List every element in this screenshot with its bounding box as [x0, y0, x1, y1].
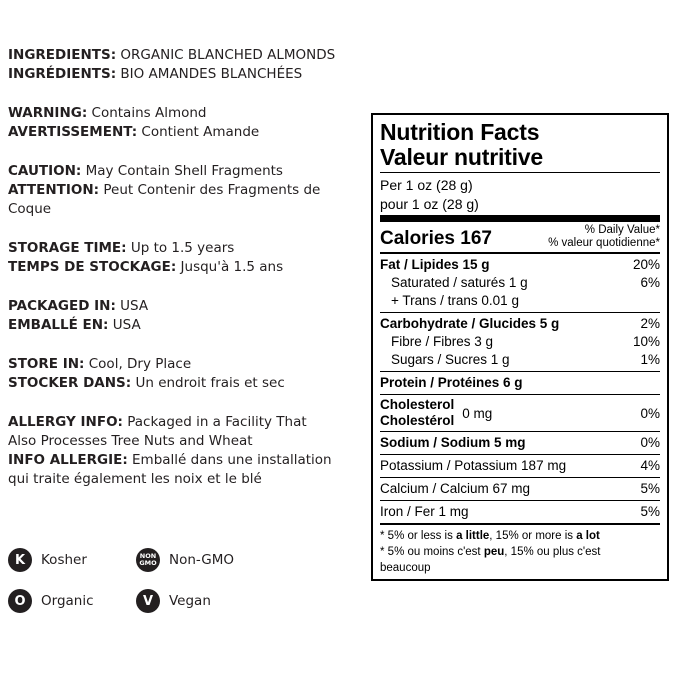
footnote-fr-mid: , 15% ou plus c'est	[504, 546, 601, 558]
info-label: INGREDIENTS:	[8, 47, 117, 63]
footnote-fr-cont: beaucoup	[380, 562, 431, 574]
packaged-in-block	[8, 297, 364, 335]
info-line	[8, 413, 364, 432]
info-text: Contains Almond	[87, 105, 207, 121]
nutrient-row-fat	[380, 256, 660, 274]
badge-row	[8, 589, 358, 613]
divider	[380, 312, 660, 313]
info-label: ALLERGY INFO:	[8, 414, 123, 430]
info-text: Also Processes Tree Nuts and Wheat	[8, 433, 253, 449]
info-text: qui traite également les noix et le blé	[8, 471, 262, 487]
nutrient-dv: 0%	[640, 435, 660, 450]
divider	[380, 252, 660, 254]
info-line	[8, 239, 364, 258]
footnote-en-pre: * 5% or less is	[380, 530, 457, 542]
nutrient-name: Calcium / Calcium 67 mg	[380, 481, 531, 496]
cholesterol-name-fr: Cholestérol	[380, 413, 455, 428]
info-line	[8, 432, 364, 451]
info-text: ORGANIC BLANCHED ALMONDS	[116, 47, 336, 63]
nutrient-row-saturated	[380, 274, 660, 292]
badge-label: Vegan	[169, 593, 211, 609]
nutrient-name: Iron / Fer 1 mg	[380, 504, 469, 519]
organic-icon: O	[8, 589, 32, 613]
footnote-fr-pre: * 5% ou moins c'est	[380, 546, 484, 558]
info-text: Emballé dans une installation	[127, 452, 332, 468]
nutrient-row-iron	[380, 503, 660, 521]
info-line	[8, 470, 364, 489]
divider	[380, 500, 660, 501]
info-label: CAUTION:	[8, 163, 82, 179]
footnote-en-mid: , 15% or more is	[489, 530, 577, 542]
nutrient-name: Sodium / Sodium 5 mg	[380, 435, 526, 450]
info-text: Jusqu'à 1.5 ans	[176, 259, 284, 275]
divider	[380, 215, 660, 222]
info-label: WARNING:	[8, 105, 88, 121]
serving-size-fr: pour 1 oz (28 g)	[380, 196, 479, 212]
info-label: PACKAGED IN:	[8, 298, 116, 314]
badge-kosher	[8, 548, 108, 572]
divider	[380, 394, 660, 395]
info-text: May Contain Shell Fragments	[81, 163, 283, 179]
info-line	[8, 162, 364, 181]
badge-vegan	[136, 589, 266, 613]
dv-heading-fr: % valeur quotidienne*	[548, 237, 660, 249]
info-text: Contient Amande	[137, 124, 260, 140]
badge-label: Kosher	[41, 552, 87, 568]
info-text: USA	[115, 298, 149, 314]
cholesterol-name-en: Cholesterol	[380, 397, 455, 412]
calories-row	[380, 224, 660, 250]
nutrient-dv: 1%	[640, 352, 660, 367]
info-line	[8, 65, 364, 84]
info-line	[8, 297, 364, 316]
nutrient-row-sugars	[380, 351, 660, 369]
info-text: Un endroit frais et sec	[131, 375, 285, 391]
cholesterol-value: 0 mg	[462, 405, 493, 421]
info-line	[8, 374, 364, 393]
divider	[380, 172, 660, 173]
divider	[380, 454, 660, 455]
info-line	[8, 123, 364, 142]
nutrient-name: Carbohydrate / Glucides 5 g	[380, 316, 560, 331]
info-label: STORE IN:	[8, 356, 85, 372]
allergy-info-block	[8, 413, 364, 489]
nutrient-dv: 0%	[640, 405, 660, 421]
badge-non-gmo	[136, 548, 266, 572]
storage-time-block	[8, 239, 364, 277]
badge-label: Organic	[41, 593, 94, 609]
dv-heading-en: % Daily Value*	[584, 224, 660, 236]
nutrient-name: Sugars / Sucres 1 g	[391, 352, 510, 367]
nutrient-dv: 6%	[640, 275, 660, 290]
info-line	[8, 355, 364, 374]
certification-badges	[8, 548, 358, 630]
info-line	[8, 181, 364, 219]
info-label: STOCKER DANS:	[8, 375, 132, 391]
info-text: USA	[108, 317, 141, 333]
nutrient-row-cholesterol	[380, 397, 660, 429]
info-line	[8, 258, 364, 277]
footnote-en-bold2: a lot	[576, 530, 600, 542]
divider	[380, 523, 660, 525]
info-line	[8, 451, 364, 470]
info-text: Packaged in a Facility That	[122, 414, 307, 430]
nutrient-name: Fibre / Fibres 3 g	[391, 334, 494, 349]
warning-block	[8, 104, 364, 142]
nutrient-name: + Trans / trans 0.01 g	[391, 293, 519, 308]
non-gmo-icon: NON GMO	[136, 548, 160, 572]
info-label: ATTENTION:	[8, 182, 100, 198]
daily-value-heading	[548, 224, 660, 250]
nutrient-row-fibre	[380, 333, 660, 351]
serving-size-en: Per 1 oz (28 g)	[380, 177, 473, 193]
nutrient-row-trans	[380, 292, 660, 310]
badge-label: Non-GMO	[169, 552, 235, 568]
nutrient-name: Protein / Protéines 6 g	[380, 375, 523, 390]
nutrient-dv: 20%	[632, 257, 660, 272]
nutrient-dv: 5%	[640, 481, 660, 496]
divider	[380, 371, 660, 372]
footnote-en-bold1: a little	[456, 530, 490, 542]
divider	[380, 431, 660, 432]
nutrient-dv: 2%	[640, 316, 660, 331]
divider	[380, 477, 660, 478]
info-label: EMBALLÉ EN:	[8, 317, 109, 333]
info-label: INFO ALLERGIE:	[8, 452, 128, 468]
calories-label: Calories 167	[380, 228, 492, 249]
badge-organic	[8, 589, 108, 613]
nutrient-dv: 10%	[632, 334, 660, 349]
info-line	[8, 46, 364, 65]
info-text: Cool, Dry Place	[84, 356, 192, 372]
product-info-column	[8, 46, 364, 509]
nutrition-title-en: Nutrition Facts	[380, 119, 540, 145]
info-text: Peut Contenir des Fragments de Coque	[8, 182, 321, 217]
badge-row	[8, 548, 358, 572]
nutrient-row-potassium	[380, 457, 660, 475]
info-text: BIO AMANDES BLANCHÉES	[116, 66, 303, 82]
nutrient-row-sodium	[380, 434, 660, 452]
caution-block	[8, 162, 364, 219]
info-label: TEMPS DE STOCKAGE:	[8, 259, 177, 275]
info-text: Up to 1.5 years	[126, 240, 235, 256]
kosher-icon: K	[8, 548, 32, 572]
nutrient-name: Saturated / saturés 1 g	[391, 275, 528, 290]
info-line	[8, 104, 364, 123]
info-label: INGRÉDIENTS:	[8, 66, 117, 82]
vegan-icon: V	[136, 589, 160, 613]
footnote-fr	[380, 543, 660, 559]
nutrient-row-carbohydrate	[380, 315, 660, 333]
footnote-en	[380, 527, 660, 543]
nutrient-name: Fat / Lipides 15 g	[380, 257, 490, 272]
nutrient-row-calcium	[380, 480, 660, 498]
nutrient-dv: 5%	[640, 504, 660, 519]
nutrient-name: Potassium / Potassium 187 mg	[380, 458, 567, 473]
nutrition-facts-panel	[371, 113, 669, 581]
info-label: AVERTISSEMENT:	[8, 124, 138, 140]
footnote-fr-bold1: peu	[483, 546, 505, 558]
nutrient-dv: 4%	[640, 458, 660, 473]
nutrient-name	[380, 397, 454, 429]
info-label: STORAGE TIME:	[8, 240, 127, 256]
nutrition-title-fr: Valeur nutritive	[380, 144, 543, 170]
store-in-block	[8, 355, 364, 393]
nutrient-row-protein	[380, 374, 660, 392]
info-line	[8, 316, 364, 335]
ingredients-block	[8, 46, 364, 84]
